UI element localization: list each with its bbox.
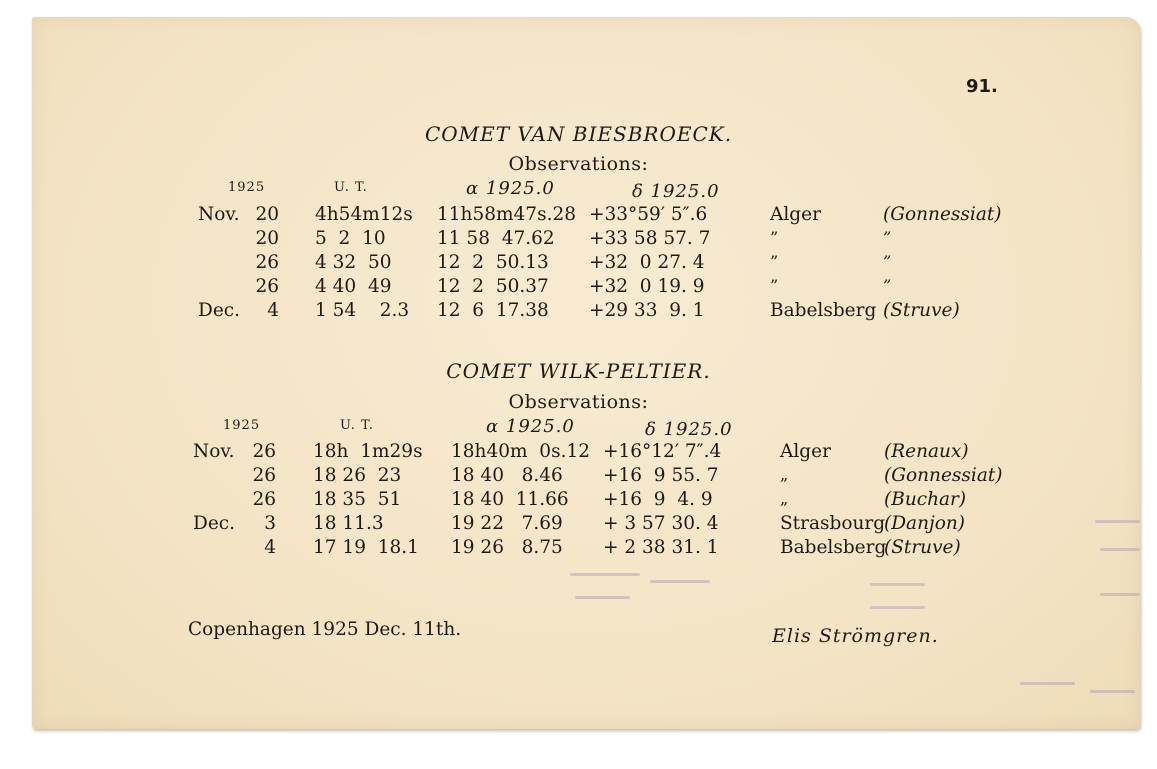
cell-ut: 4 40 49 — [315, 276, 392, 297]
cell-day: 4 — [264, 537, 276, 558]
cell-month: Dec. — [198, 300, 241, 321]
comet1-row — [0, 276, 1157, 300]
comet2-subtitle: Observations: — [508, 391, 649, 413]
cell-day: 26 — [252, 441, 276, 462]
comet2-header-year: 1925 — [223, 418, 261, 433]
cell-dec: +32 0 19. 9 — [589, 276, 705, 297]
cell-ut: 4 32 50 — [315, 252, 392, 273]
cell-ra: 19 26 8.75 — [451, 537, 563, 558]
cell-ra: 19 22 7.69 — [451, 513, 563, 534]
comet1-row — [0, 300, 1157, 324]
cell-dec: +32 0 27. 4 — [589, 252, 705, 273]
comet2-header-delta: δ 1925.0 — [645, 419, 733, 440]
cell-observer: ” — [883, 228, 892, 247]
postmark-line — [570, 573, 640, 576]
page-number: 91. — [966, 76, 998, 97]
cell-dec: + 2 38 31. 1 — [603, 537, 719, 558]
postmark-line — [1090, 690, 1135, 693]
comet2-row — [0, 489, 1157, 513]
comet1-header-ut: U. T. — [334, 180, 368, 195]
cell-station: Alger — [780, 441, 831, 462]
cell-dec: +33 58 57. 7 — [589, 228, 711, 249]
postmark-line — [650, 580, 710, 583]
cell-station: ” — [770, 252, 779, 271]
cell-ra: 18h40m 0s.12 — [451, 441, 590, 462]
postmark-line — [870, 583, 925, 586]
cell-dec: +16 9 55. 7 — [603, 465, 719, 486]
cell-ut: 17 19 18.1 — [313, 537, 419, 558]
postmark-line — [1100, 548, 1140, 551]
cell-ra: 11h58m47s.28 — [437, 204, 576, 225]
cell-observer: (Buchar) — [884, 489, 967, 510]
comet1-header-year: 1925 — [228, 180, 266, 195]
comet1-title: COMET VAN BIESBROECK. — [424, 122, 733, 146]
comet1-row — [0, 204, 1157, 228]
cell-day: 20 — [255, 228, 279, 249]
cell-day: 26 — [255, 276, 279, 297]
cell-ut: 18 35 51 — [313, 489, 402, 510]
cell-ra: 18 40 8.46 — [451, 465, 563, 486]
cell-station: Babelsberg — [770, 300, 877, 321]
cell-month: Nov. — [193, 441, 235, 462]
cell-observer: (Renaux) — [884, 441, 969, 462]
cell-station: ” — [770, 276, 779, 295]
postmark-line — [575, 596, 630, 599]
cell-ut: 4h54m12s — [315, 204, 413, 225]
cell-month: Nov. — [198, 204, 240, 225]
cell-station: ” — [770, 228, 779, 247]
comet1-header-alpha: α 1925.0 — [466, 178, 555, 199]
signature: Elis Strömgren. — [772, 625, 939, 647]
comet2-row — [0, 441, 1157, 465]
comet1-subtitle: Observations: — [508, 153, 649, 175]
cell-observer: (Struve) — [884, 537, 961, 558]
cell-dec: +29 33 9. 1 — [589, 300, 705, 321]
cell-ra: 12 2 50.13 — [437, 252, 549, 273]
cell-dec: + 3 57 30. 4 — [603, 513, 719, 534]
cell-observer: (Danjon) — [884, 513, 966, 534]
comet1-row — [0, 228, 1157, 252]
cell-ra: 11 58 47.62 — [437, 228, 555, 249]
cell-ra: 12 6 17.38 — [437, 300, 549, 321]
comet2-row — [0, 537, 1157, 561]
cell-day: 4 — [267, 300, 279, 321]
cell-day: 26 — [252, 489, 276, 510]
cell-dec: +16 9 4. 9 — [603, 489, 713, 510]
cell-ut: 1 54 2.3 — [315, 300, 410, 321]
cell-observer: (Gonnessiat) — [884, 465, 1003, 486]
cell-observer: (Gonnessiat) — [883, 204, 1002, 225]
cell-day: 3 — [264, 513, 276, 534]
cell-ut: 18 26 23 — [313, 465, 402, 486]
cell-observer: ” — [883, 252, 892, 271]
comet1-row — [0, 252, 1157, 276]
cell-ut: 5 2 10 — [315, 228, 386, 249]
cell-ra: 18 40 11.66 — [451, 489, 569, 510]
comet2-row — [0, 465, 1157, 489]
cell-ra: 12 2 50.37 — [437, 276, 549, 297]
comet2-row — [0, 513, 1157, 537]
comet2-title: COMET WILK-PELTIER. — [446, 359, 711, 383]
cell-day: 20 — [255, 204, 279, 225]
postmark-line — [1095, 520, 1140, 523]
cell-dec: +16°12′ 7″.4 — [603, 441, 722, 462]
comet2-header-ut: U. T. — [340, 418, 374, 433]
postmark-line — [870, 606, 925, 609]
cell-month: Dec. — [193, 513, 236, 534]
cell-ut: 18 11.3 — [313, 513, 384, 534]
place-date: Copenhagen 1925 Dec. 11th. — [188, 619, 462, 640]
cell-station: Strasbourg — [780, 513, 886, 534]
postmark-line — [1020, 682, 1075, 685]
cell-station: „ — [780, 465, 789, 484]
postmark-line — [1100, 593, 1140, 596]
cell-observer: ” — [883, 276, 892, 295]
cell-ut: 18h 1m29s — [313, 441, 423, 462]
cell-station: Babelsberg — [780, 537, 887, 558]
comet2-header-alpha: α 1925.0 — [486, 416, 575, 437]
cell-station: „ — [780, 489, 789, 508]
comet1-header-delta: δ 1925.0 — [632, 181, 720, 202]
cell-station: Alger — [770, 204, 821, 225]
cell-dec: +33°59′ 5″.6 — [589, 204, 708, 225]
cell-day: 26 — [252, 465, 276, 486]
cell-day: 26 — [255, 252, 279, 273]
cell-observer: (Struve) — [883, 300, 960, 321]
